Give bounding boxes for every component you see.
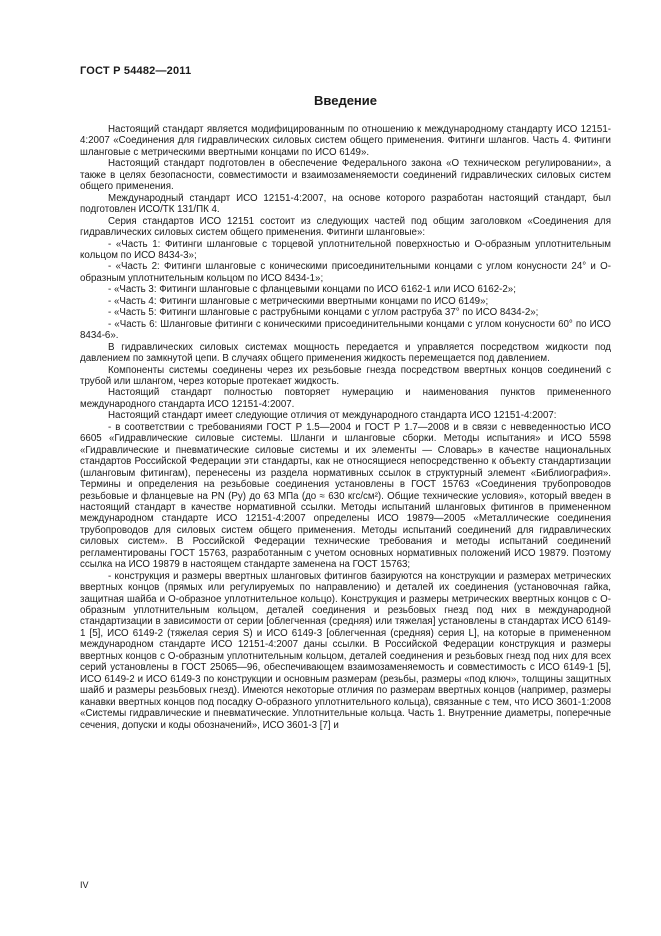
paragraph: Настоящий стандарт полностью повторяет нумерацию и наименования пунктов примененного международного стандарта ИСО 12151-4:2007. xyxy=(80,387,611,410)
paragraph: Компоненты системы соединены через их резьбовые гнезда посредством ввертных концов соединений с трубой или шлангом, через которые протекает жидкость. xyxy=(80,364,611,387)
list-item: - конструкция и размеры ввертных шланговых фитингов базируются на конструкции и размерах метрических ввертных концов (прямых или регулируемых по направлению) и деталей их соединения (установочная гайка, защитная шайба и О-образное уплотнительное кольцо). Конструкция и размеры метрических ввертных концов с О-образным уплотнительным кольцом, деталей соединения и резьбовых гнезд под них в международной стандартизации в зависимости от серии [облегченная (средняя) или тяжелая] установлены в стандартах ИСО 6149-1 [5], ИСО 6149-2 (тяжелая серия S) и ИСО 6149-3 [облегченная (средняя) серия L], на которые в примененном международном стандарте ИСО 12151-4:2007 даны ссылки. В Российской Федерации конструкция и размеры ввертных концов с О-образным уплотнительным кольцом, деталей соединения и резьбовых гнезд под них для всех серий установлены в ГОСТ 25065—96, обеспечивающем взаимозаменяемость и совместимость с ИСО 6149-1 [5], ИСО 6149-2 и ИСО 6149-3 по конструкции и основным размерам (резьбы, размеры «под ключ», толщины защитных шайб и размеры резьбовых гнезд). Имеются некоторые отличия по размерам ввертных концов (например, размеры канавки ввертных концов под посадку О-образного уплотнительного кольца), связанные с тем, что ИСО 3601-1:2008 «Системы гидравлические и пневматические. Уплотнительные кольца. Часть 1. Внутренние диаметры, поперечные сечения, допуски и коды обозначений», ИСО 3601-3 [7] и xyxy=(80,570,611,731)
paragraph: В гидравлических силовых системах мощность передается и управляется посредством жидкости под давлением по замкнутой цепи. В случаях общего применения жидкость перемещается под давлением. xyxy=(80,341,611,365)
paragraph: Настоящий стандарт имеет следующие отличия от международного стандарта ИСО 12151-4:2007: xyxy=(108,410,557,422)
paragraph: Серия стандартов ИСО 12151 состоит из следующих частей под общим заголовком «Соединения для гидравлических силовых систем общего применения. Фитинги шланговые»: xyxy=(80,215,611,239)
page-number: IV xyxy=(80,880,89,890)
list-item: - «Часть 2: Фитинги шланговые с коническими присоединительными концами с углом конусности 24° и О-образным уплотнительным кольцом по ИСО 8434-1»; xyxy=(80,261,611,284)
list-item: - «Часть 1: Фитинги шланговые с торцевой уплотнительной поверхностью и О-образным уплотнительным кольцом по ИСО 8434-3»; xyxy=(80,238,611,261)
section-title: Введение xyxy=(314,93,377,108)
paragraph: Настоящий стандарт является модифицированным по отношению к международному стандарту ИСО 12151-4:2007 «Соединения для гидравлических силовых систем общего применения. Фитинги шлангов. Часть 4. Фитинги шланговые с метрическими ввертными концами по ИСО 6149». xyxy=(80,124,611,158)
list-item: - в соответствии с требованиями ГОСТ Р 1.5—2004 и ГОСТ Р 1.7—2008 и в связи с невведенностью ИСО 6605 «Гидравлические силовые системы. Шланги и шланговые сборки. Методы испытания» и ИСО 5598 «Гидравлические и пневматические силовые системы и их элементы — Словарь» в качестве национальных стандартов Российской Федерации эти стандарты, как не относящиеся непосредственно к объекту стандартизации (шланговым фитингам), перенесены из раздела нормативных ссылок в структурный элемент «Библиография». Термины и определения на резьбовые соединения установлены в ГОСТ 15763 «Соединения трубопроводов резьбовые и фланцевые на PN (Ру) до 63 МПа (до ≈ 630 кгс/см²). Общие технические условия», который введен в настоящий стандарт в качестве нормативной ссылки. Методы испытаний шланговых фитингов в примененном международном стандарте ИСО 12151-4:2007 определены ИСО 19879—2005 «Металлические соединения трубопроводов для силовых систем общего применения. Методы испытаний соединений для гидравлических силовых систем». В Российской Федерации технические требования и методы испытаний соединений регламентированы ГОСТ 15763, разработанным с учетом основных нормативных положений ИСО 19879. Поэтому ссылка на ИСО 19879 в настоящем стандарте заменена на ГОСТ 15763; xyxy=(80,421,611,571)
paragraph: Международный стандарт ИСО 12151-4:2007, на основе которого разработан настоящий стандарт, был подготовлен ИСО/ТК 131/ПК 4. xyxy=(80,192,611,216)
document-code-header: ГОСТ Р 54482—2011 xyxy=(80,65,192,77)
list-item: - «Часть 6: Шланговые фитинги с коническими присоединительными концами с углом конусности 60° по ИСО 8434-6». xyxy=(80,318,611,342)
paragraph: Настоящий стандарт подготовлен в обеспечение Федерального закона «О техническом регулировании», а также в целях безопасности, совместимости и взаимозаменяемости соединений гидравлических силовых систем общего применения. xyxy=(80,158,611,193)
list-item: - «Часть 3: Фитинги шланговые с фланцевыми концами по ИСО 6162-1 или ИСО 6162-2»; xyxy=(108,284,516,296)
list-item: - «Часть 4: Фитинги шланговые с метрическими ввертными концами по ИСО 6149»; xyxy=(108,295,489,307)
list-item: - «Часть 5: Фитинги шланговые с раструбными концами с углом раструба 37° по ИСО 8434-2»; xyxy=(108,307,539,319)
body-text xyxy=(80,124,611,731)
